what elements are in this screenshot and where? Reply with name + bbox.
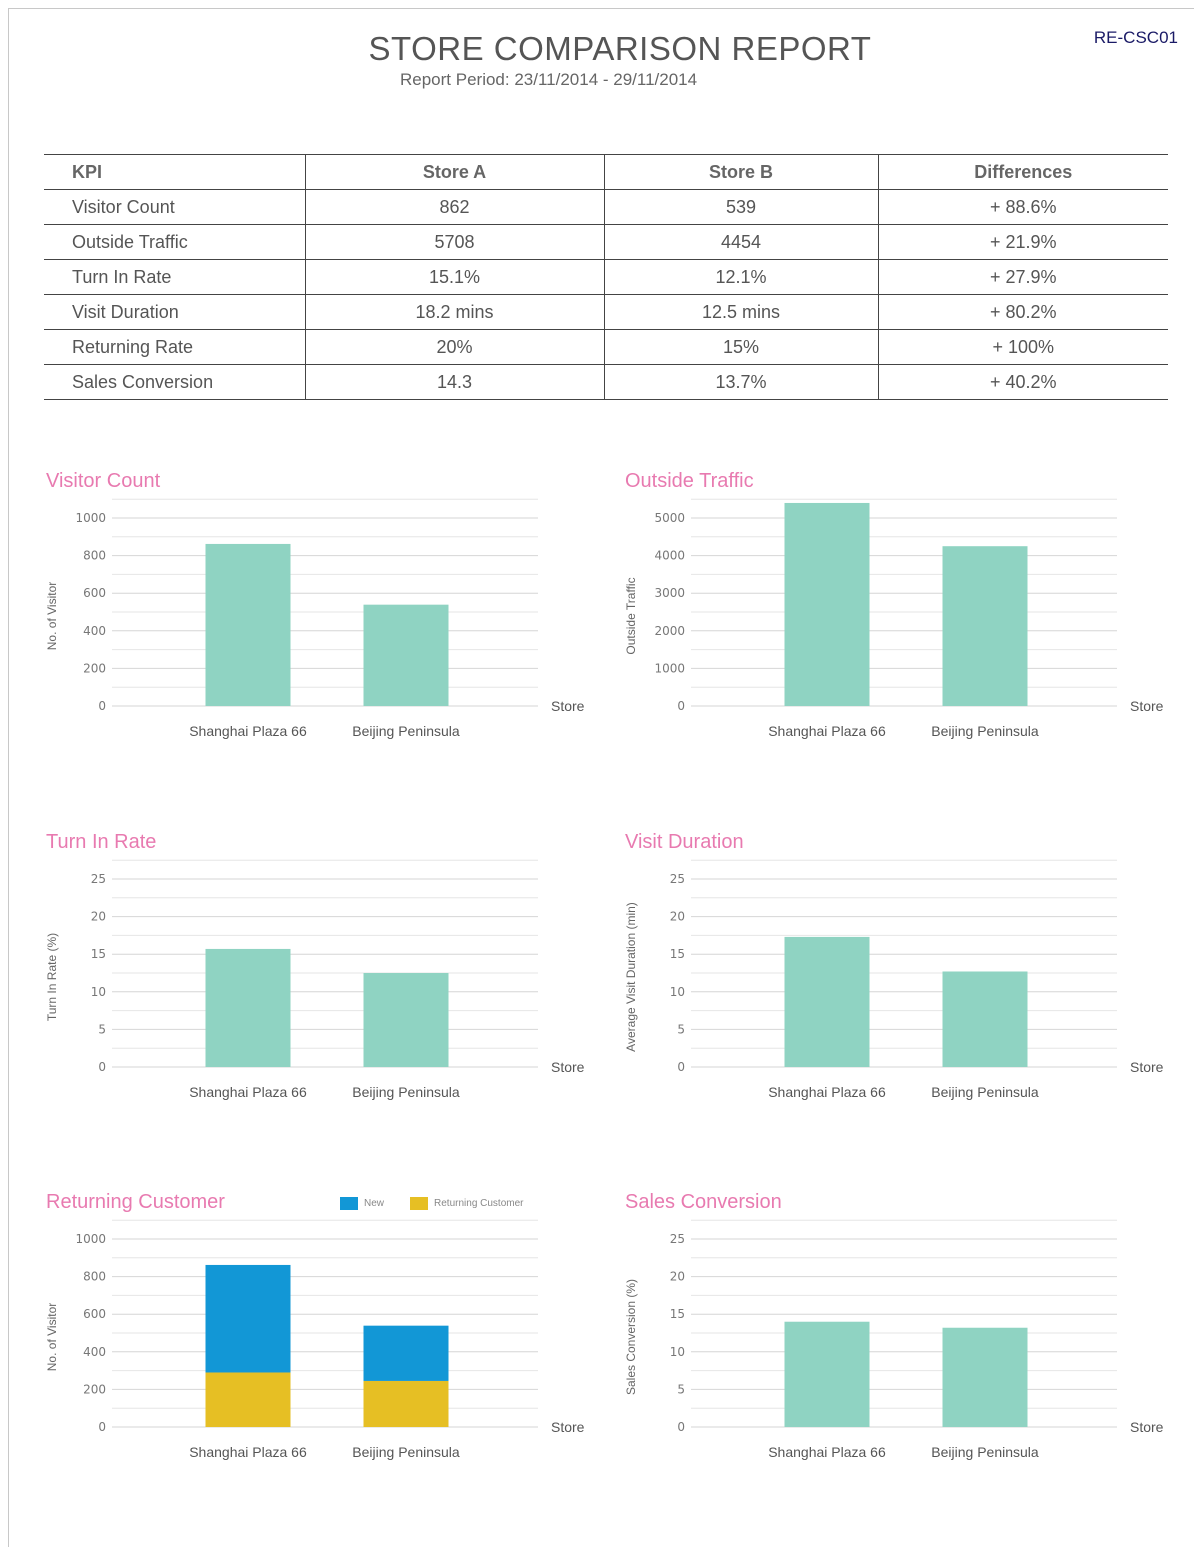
report-title: STORE COMPARISON REPORT [368, 30, 872, 67]
legend-label-new: New [364, 1198, 385, 1209]
y-tick-label: 2000 [654, 623, 685, 638]
visitor-count-chart [46, 470, 606, 770]
y-tick-label: 25 [669, 872, 685, 886]
bar-returning [206, 1372, 291, 1427]
y-axis-label: No. of Visitor [45, 581, 59, 651]
document-code: RE-CSC01 [1093, 28, 1178, 47]
x-category-label: Shanghai Plaza 66 [768, 723, 886, 739]
table-row [44, 365, 1168, 400]
table-row [44, 260, 1168, 295]
x-axis-label: Store [551, 1059, 585, 1075]
bar [206, 949, 291, 1067]
y-tick-label: 200 [83, 1382, 106, 1397]
store-a-value: 20% [305, 330, 604, 365]
y-axis-label: Turn In Rate (%) [45, 932, 59, 1022]
y-tick-label: 20 [669, 909, 685, 924]
store-a-value: 18.2 mins [305, 295, 604, 330]
x-category-label: Beijing Peninsula [931, 723, 1039, 739]
report-period: Report Period: 23/11/2014 - 29/11/2014 [400, 70, 698, 89]
y-tick-label: 15 [90, 947, 106, 962]
y-axis-label: Sales Conversion (%) [624, 1278, 638, 1396]
x-category-label: Shanghai Plaza 66 [189, 1084, 307, 1100]
difference-value: + 27.9% [878, 260, 1168, 295]
x-category-label: Beijing Peninsula [931, 1444, 1039, 1460]
store-a-value: 14.3 [305, 365, 604, 400]
bar [364, 973, 449, 1067]
store-a-value: 862 [305, 190, 604, 225]
chart-title: Turn In Rate [46, 831, 157, 853]
y-tick-label: 10 [90, 984, 106, 999]
difference-value: + 21.9% [878, 225, 1168, 260]
y-tick-label: 0 [677, 699, 685, 713]
y-tick-label: 0 [677, 1420, 685, 1434]
y-tick-label: 200 [83, 661, 106, 676]
x-category-label: Beijing Peninsula [352, 1084, 460, 1100]
chart-title: Sales Conversion [625, 1191, 782, 1213]
y-tick-label: 25 [669, 1232, 685, 1246]
y-tick-label: 800 [83, 1269, 106, 1284]
y-tick-label: 0 [677, 1060, 685, 1074]
x-category-label: Beijing Peninsula [352, 1444, 460, 1460]
header-differences: Differences [878, 155, 1168, 190]
x-axis-label: Store [1130, 1419, 1164, 1435]
x-axis-label: Store [1130, 1059, 1164, 1075]
bar-new [364, 1326, 449, 1381]
kpi-name: Turn In Rate [44, 260, 305, 295]
x-category-label: Shanghai Plaza 66 [189, 1444, 307, 1460]
visit-duration-plot [625, 831, 1185, 1121]
x-category-label: Shanghai Plaza 66 [189, 723, 307, 739]
kpi-comparison-table [44, 154, 1168, 400]
y-tick-label: 1000 [654, 661, 685, 676]
store-b-value: 539 [604, 190, 878, 225]
returning-customer-plot [46, 1191, 606, 1481]
y-tick-label: 600 [83, 586, 106, 601]
kpi-name: Visit Duration [44, 295, 305, 330]
x-category-label: Shanghai Plaza 66 [768, 1084, 886, 1100]
y-tick-label: 5 [98, 1022, 106, 1037]
y-tick-label: 10 [669, 984, 685, 999]
chart-title: Outside Traffic [625, 470, 754, 492]
chart-title: Returning Customer [46, 1191, 225, 1213]
y-tick-label: 800 [83, 548, 106, 563]
bar [943, 546, 1028, 706]
bar [943, 971, 1028, 1067]
y-tick-label: 400 [83, 623, 106, 638]
y-tick-label: 20 [669, 1269, 685, 1284]
difference-value: + 100% [878, 330, 1168, 365]
y-axis-label: Average Visit Duration (min) [624, 902, 638, 1052]
y-tick-label: 15 [669, 947, 685, 962]
y-tick-label: 1000 [75, 1232, 106, 1246]
store-b-value: 13.7% [604, 365, 878, 400]
y-tick-label: 25 [90, 872, 106, 886]
y-tick-label: 5 [677, 1382, 685, 1397]
sales-conversion-chart [625, 1191, 1185, 1491]
y-tick-label: 5000 [654, 511, 685, 525]
difference-value: + 40.2% [878, 365, 1168, 400]
bar [785, 937, 870, 1067]
x-category-label: Beijing Peninsula [931, 1084, 1039, 1100]
bar-returning [364, 1381, 449, 1427]
table-row [44, 225, 1168, 260]
bar [943, 1328, 1028, 1427]
y-tick-label: 3000 [654, 586, 685, 601]
turn-in-rate-chart [46, 831, 606, 1131]
store-a-value: 15.1% [305, 260, 604, 295]
bar [206, 544, 291, 706]
y-tick-label: 0 [98, 1420, 106, 1434]
y-axis-label: No. of Visitor [45, 1302, 59, 1372]
table-row [44, 190, 1168, 225]
store-b-value: 12.5 mins [604, 295, 878, 330]
y-axis-label: Outside Traffic [624, 577, 638, 655]
returning-customer-chart [46, 1191, 606, 1491]
sales-conversion-plot [625, 1191, 1185, 1481]
kpi-name: Sales Conversion [44, 365, 305, 400]
store-b-value: 12.1% [604, 260, 878, 295]
bar [785, 1322, 870, 1427]
y-tick-label: 600 [83, 1307, 106, 1322]
difference-value: + 80.2% [878, 295, 1168, 330]
y-tick-label: 15 [669, 1307, 685, 1322]
chart-title: Visitor Count [46, 470, 161, 492]
kpi-name: Outside Traffic [44, 225, 305, 260]
bar [364, 605, 449, 706]
x-axis-label: Store [551, 698, 585, 714]
y-tick-label: 5 [677, 1022, 685, 1037]
outside-traffic-chart [625, 470, 1185, 770]
chart-title: Visit Duration [625, 831, 744, 853]
kpi-name: Returning Rate [44, 330, 305, 365]
visit-duration-chart [625, 831, 1185, 1131]
store-b-value: 4454 [604, 225, 878, 260]
difference-value: + 88.6% [878, 190, 1168, 225]
x-category-label: Shanghai Plaza 66 [768, 1444, 886, 1460]
legend-label-returning: Returning Customer [434, 1198, 524, 1209]
y-tick-label: 1000 [75, 511, 106, 525]
bar [785, 503, 870, 706]
table-header-row [44, 155, 1168, 190]
header-store-a: Store A [305, 155, 604, 190]
y-tick-label: 0 [98, 699, 106, 713]
table-row [44, 295, 1168, 330]
x-category-label: Beijing Peninsula [352, 723, 460, 739]
y-tick-label: 10 [669, 1344, 685, 1359]
x-axis-label: Store [1130, 698, 1164, 714]
store-b-value: 15% [604, 330, 878, 365]
x-axis-label: Store [551, 1419, 585, 1435]
turn-in-rate-plot [46, 831, 606, 1121]
y-tick-label: 20 [90, 909, 106, 924]
visitor-count-plot [46, 470, 606, 760]
y-tick-label: 0 [98, 1060, 106, 1074]
kpi-name: Visitor Count [44, 190, 305, 225]
y-tick-label: 4000 [654, 548, 685, 563]
bar-new [206, 1265, 291, 1373]
outside-traffic-plot [625, 470, 1185, 760]
table-row [44, 330, 1168, 365]
y-tick-label: 400 [83, 1344, 106, 1359]
header-kpi: KPI [44, 155, 305, 190]
store-a-value: 5708 [305, 225, 604, 260]
header-store-b: Store B [604, 155, 878, 190]
